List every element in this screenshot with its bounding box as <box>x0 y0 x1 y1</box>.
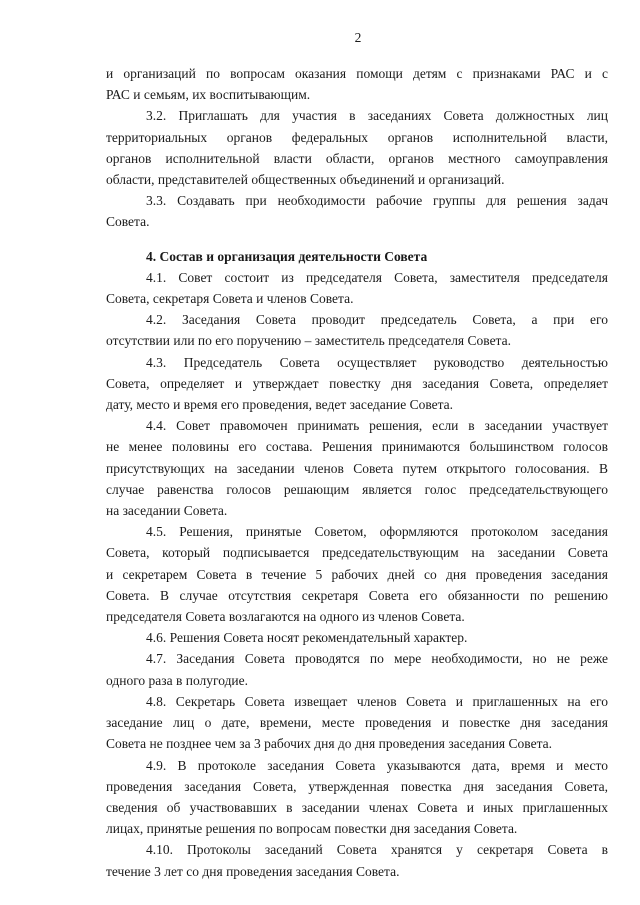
page-number: 2 <box>354 30 362 45</box>
intro-paragraph <box>106 63 608 105</box>
text-line: на заседании Совета. <box>106 503 228 519</box>
text-line: дату, место и время его проведения, ведет заседание Совета. <box>106 397 454 413</box>
text-line: 4.6. Решения Совета носят рекомендательный характер. <box>146 630 468 646</box>
text-line: 4.4. Совет правомочен принимать решения, если в заседании участвует <box>146 418 608 434</box>
text-line: 4.7. Заседания Совета проводятся по мере необходимости, но не реже <box>146 651 608 667</box>
section-4-body <box>106 267 608 882</box>
text-line: 3.2. Приглашать для участия в заседаниях Совета должностных лиц <box>146 108 608 124</box>
section-paragraph <box>106 267 608 309</box>
section-heading: 4. Состав и организация деятельности Совета <box>146 248 428 264</box>
text-line: течение 3 лет со дня проведения заседания Совета. <box>106 863 400 879</box>
section-paragraph <box>106 309 608 351</box>
text-line: Совета. В случае отсутствия секретаря Совета его обязанности по решению <box>106 587 608 603</box>
text-line: 4.8. Секретарь Совета извещает членов Совета и приглашенных на его <box>146 693 608 709</box>
section-paragraph <box>106 691 608 755</box>
text-line: РАС и семьям, их воспитывающим. <box>106 87 311 103</box>
section-paragraph <box>106 627 608 648</box>
text-line: председателя Совета возлагаются на одного из членов Совета. <box>106 609 465 625</box>
section-paragraph <box>106 648 608 690</box>
text-line: Совета не позднее чем за 3 рабочих дня до дня проведения заседания Совета. <box>106 736 552 752</box>
text-line: проведения заседания Совета, утвержденная повестка дня заседания Совета, <box>106 778 608 794</box>
text-line: лицах, принятые решения по вопросам повестки дня заседания Совета. <box>106 821 518 837</box>
text-line: органов исполнительной власти области, органов местного самоуправления <box>106 150 608 166</box>
text-line: не менее половины его состава. Решения принимаются большинством голосов <box>106 439 608 455</box>
intro-paragraph <box>106 105 608 190</box>
text-line: и секретарем Совета в течение 5 рабочих дней со дня проведения заседания <box>106 566 608 582</box>
section-paragraph <box>106 352 608 416</box>
text-line: случае равенства голосов решающим является голос председательствующего <box>106 481 608 497</box>
text-line: Совета, который подписывается председательствующим на заседании Совета <box>106 545 608 561</box>
text-line: Совета, секретаря Совета и членов Совета. <box>106 291 354 307</box>
section-3-continuation <box>106 63 608 233</box>
section-paragraph <box>106 755 608 840</box>
section-paragraph <box>106 521 608 627</box>
text-line: отсутствии или по его поручению – заместитель председателя Совета. <box>106 333 511 349</box>
text-line: 4.3. Председатель Совета осуществляет руководство деятельностью <box>146 354 608 370</box>
text-line: 4.2. Заседания Совета проводит председатель Совета, а при его <box>146 312 608 328</box>
text-line: 4.9. В протоколе заседания Совета указываются дата, время и место <box>146 757 608 773</box>
text-line: 3.3. Создавать при необходимости рабочие группы для решения задач <box>146 193 608 209</box>
text-line: заседание лиц о дате, времени, месте проведения и повестке дня заседания <box>106 715 608 731</box>
text-line: одного раза в полугодие. <box>106 672 249 688</box>
text-line: Совета. <box>106 214 150 230</box>
text-line: присутствующих на заседании членов Совета путем открытого голосования. В <box>106 460 608 476</box>
text-line: сведения об участвовавших в заседании членах Совета и иных приглашенных <box>106 799 608 815</box>
intro-paragraph <box>106 190 608 232</box>
text-line: Совета, определяет и утверждает повестку дня заседания Совета, определяет <box>106 375 608 391</box>
text-line: 4.5. Решения, принятые Советом, оформляются протоколом заседания <box>146 524 608 540</box>
section-paragraph <box>106 415 608 521</box>
text-line: 4.10. Протоколы заседаний Совета хранятся у секретаря Совета в <box>146 842 608 858</box>
text-line: области, представителей общественных объединений и организаций. <box>106 172 505 188</box>
text-line: 4.1. Совет состоит из председателя Совета, заместителя председателя <box>146 269 608 285</box>
text-line: территориальных органов федеральных органов исполнительной власти, <box>106 129 608 145</box>
document-body <box>106 63 608 882</box>
text-line: и организаций по вопросам оказания помощи детям с признаками РАС и с <box>106 66 608 81</box>
section-paragraph <box>106 839 608 881</box>
